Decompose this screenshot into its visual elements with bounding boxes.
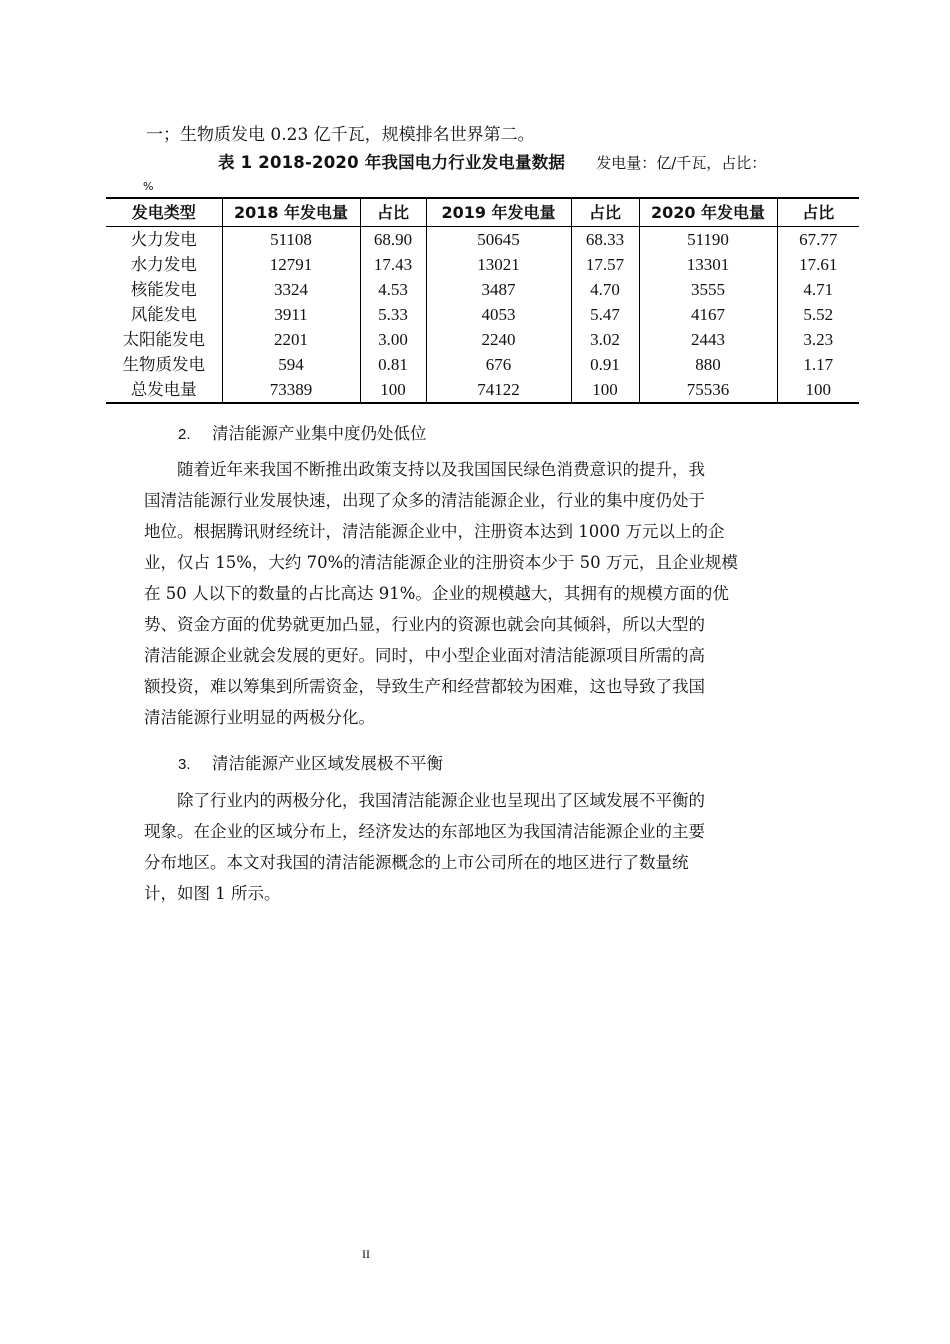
table-cell: 74122: [426, 377, 571, 403]
table-header-cell: 2019 年发电量: [426, 198, 571, 227]
paragraph-line: 额投资，难以筹集到所需资金，导致生产和经营都较为困难，这也导致了我国: [144, 677, 705, 696]
table-caption-unit: 发电量：亿/千瓦，占比：: [596, 154, 767, 172]
table-header-cell: 2018 年发电量: [222, 198, 360, 227]
paragraph-line: 国清洁能源行业发展快速，出现了众多的清洁能源企业，行业的集中度仍处于: [144, 491, 705, 510]
table-cell: 1.17: [777, 352, 859, 377]
table-cell: 3911: [222, 302, 360, 327]
table-cell: 2240: [426, 327, 571, 352]
table-cell: 水力发电: [130, 255, 197, 274]
table-cell: 17.43: [360, 252, 426, 277]
table-cell: 67.77: [777, 227, 859, 253]
table-cell: 51190: [639, 227, 777, 253]
table-cell: 17.57: [571, 252, 639, 277]
paragraph-line: 除了行业内的两极分化，我国清洁能源企业也呈现出了区域发展不平衡的: [177, 791, 705, 810]
table-row: [106, 227, 859, 253]
table-cell: 0.81: [360, 352, 426, 377]
table-header-cell: 占比: [360, 198, 426, 227]
intro-line: 一；生物质发电 0.23 亿千瓦，规模排名世界第二。: [146, 125, 535, 145]
table-cell: 3324: [222, 277, 360, 302]
paragraph-line: 清洁能源行业明显的两极分化。: [144, 708, 375, 727]
table-cell: 5.33: [360, 302, 426, 327]
table-cell: 68.33: [571, 227, 639, 253]
paragraph-line: 清洁能源企业就会发展的更好。同时，中小型企业面对清洁能源项目所需的高: [144, 646, 705, 665]
paragraph-line: 随着近年来我国不断推出政策支持以及我国国民绿色消费意识的提升，我: [177, 460, 705, 479]
section-3-heading: [178, 750, 443, 774]
table-cell: 100: [571, 377, 639, 403]
table-cell: 594: [222, 352, 360, 377]
table-cell: 0.91: [571, 352, 639, 377]
table-cell: 50645: [426, 227, 571, 253]
table-cell: 12791: [222, 252, 360, 277]
table-cell: 100: [360, 377, 426, 403]
table-header-cell: 占比: [571, 198, 639, 227]
section-3-title: 清洁能源产业区域发展极不平衡: [212, 754, 443, 773]
power-generation-table: [106, 197, 859, 404]
table-row: [106, 302, 859, 327]
section-2-paragraph: [144, 454, 806, 733]
table-cell: 5.47: [571, 302, 639, 327]
table-cell: 3.02: [571, 327, 639, 352]
section-2-title: 清洁能源产业集中度仍处低位: [212, 424, 427, 443]
table-cell: 5.52: [777, 302, 859, 327]
table-row-total: [106, 377, 859, 403]
table-cell: 核能发电: [130, 280, 197, 299]
table-cell: 4167: [639, 302, 777, 327]
table-cell: 太阳能发电: [122, 330, 205, 349]
table-cell: 880: [639, 352, 777, 377]
table-row: [106, 327, 859, 352]
table-cell: 3.23: [777, 327, 859, 352]
paragraph-line: 计，如图 1 所示。: [144, 884, 281, 903]
table-cell: 75536: [639, 377, 777, 403]
table-row: [106, 352, 859, 377]
table-cell: 3487: [426, 277, 571, 302]
table-header-row: [106, 198, 859, 227]
table-cell: 2201: [222, 327, 360, 352]
table-cell: 68.90: [360, 227, 426, 253]
paragraph-line: 分布地区。本文对我国的清洁能源概念的上市公司所在的地区进行了数量统: [144, 853, 689, 872]
table-cell: 生物质发电: [122, 355, 205, 374]
paragraph-line: 业，仅占 15%，大约 70%的清洁能源企业的注册资本少于 50 万元，且企业规模: [144, 553, 738, 572]
section-3-paragraph: [144, 785, 806, 909]
table-cell: 风能发电: [130, 305, 197, 324]
table-cell: 13301: [639, 252, 777, 277]
table-cell: 3555: [639, 277, 777, 302]
section-2-number: 2.: [178, 426, 191, 443]
table-cell: 676: [426, 352, 571, 377]
table-caption-title: 表 1 2018-2020 年我国电力行业发电量数据: [218, 153, 566, 172]
table-cell: 4.53: [360, 277, 426, 302]
table-cell: 4053: [426, 302, 571, 327]
table-cell: 4.70: [571, 277, 639, 302]
page-number: II: [362, 1247, 370, 1261]
table-header-cell: 发电类型: [106, 198, 222, 227]
table-caption-unit-continued: %: [143, 180, 154, 193]
table-cell: 13021: [426, 252, 571, 277]
table-cell: 3.00: [360, 327, 426, 352]
table-cell: 火力发电: [130, 230, 197, 249]
table-header-cell: 占比: [777, 198, 859, 227]
table-cell: 73389: [222, 377, 360, 403]
table-row: [106, 252, 859, 277]
table-cell: 4.71: [777, 277, 859, 302]
table-cell: 51108: [222, 227, 360, 253]
paragraph-line: 势、资金方面的优势就更加凸显，行业内的资源也就会向其倾斜，所以大型的: [144, 615, 705, 634]
section-2-heading: [178, 420, 427, 444]
table-cell: 17.61: [777, 252, 859, 277]
paragraph-line: 地位。根据腾讯财经统计，清洁能源企业中，注册资本达到 1000 万元以上的企: [144, 522, 725, 541]
table-cell: 100: [777, 377, 859, 403]
table-caption: [218, 149, 766, 173]
table-header-cell: 2020 年发电量: [639, 198, 777, 227]
paragraph-line: 现象。在企业的区域分布上，经济发达的东部地区为我国清洁能源企业的主要: [144, 822, 705, 841]
table-row: [106, 277, 859, 302]
paragraph-line: 在 50 人以下的数量的占比高达 91%。企业的规模越大，其拥有的规模方面的优: [144, 584, 729, 603]
section-3-number: 3.: [178, 756, 191, 773]
table-cell: 2443: [639, 327, 777, 352]
table-cell: 总发电量: [130, 380, 197, 399]
